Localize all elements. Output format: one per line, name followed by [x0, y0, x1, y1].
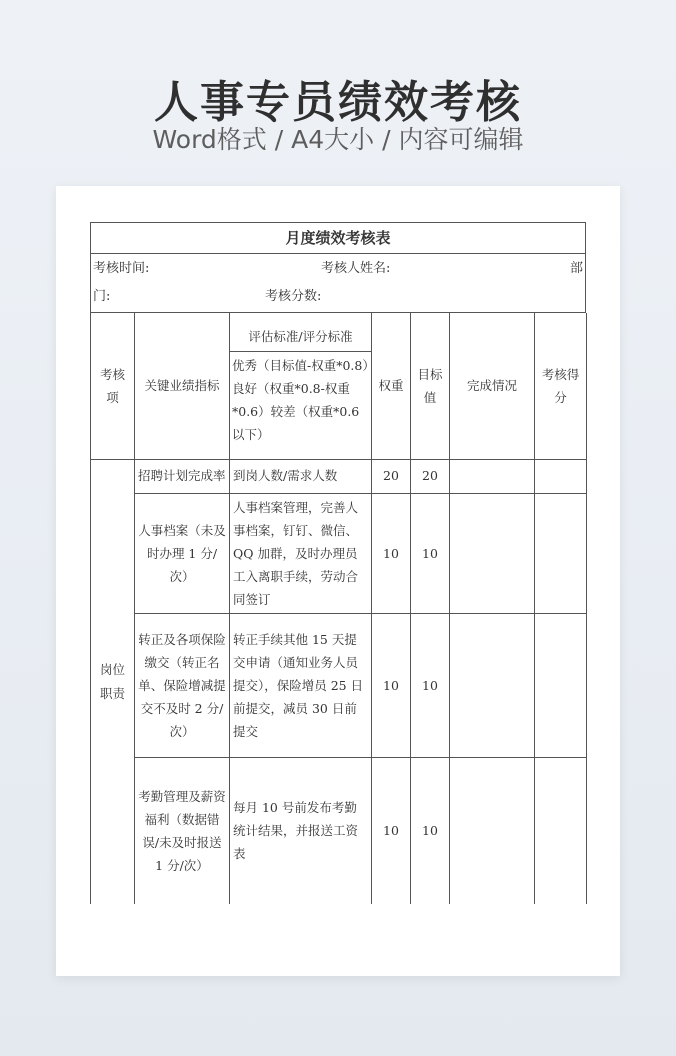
weight-cell: 10: [372, 614, 411, 758]
score-cell[interactable]: [535, 758, 587, 904]
score-cell[interactable]: [535, 459, 587, 493]
kpi-cell: 人事档案（未及时办理 1 分/次）: [135, 493, 230, 614]
table-header-row: [91, 313, 587, 459]
dept-label-part2: 门:: [93, 289, 111, 304]
col-header-weight: 权重: [372, 313, 411, 459]
col-header-score: 考核得分: [535, 313, 587, 459]
standard-body: 优秀（目标值-权重*0.8）良好（权重*0.8-权重*0.6）较差（权重*0.6 以下）: [232, 357, 369, 442]
weight-cell: 10: [372, 493, 411, 614]
kpi-cell: 考勤管理及薪资福利（数据错误/未及时报送 1 分/次）: [135, 758, 230, 904]
standard-cell: 每月 10 号前发布考勤统计结果，并报送工资表: [230, 758, 372, 904]
col-header-completion: 完成情况: [450, 313, 535, 459]
table-row: [91, 493, 587, 614]
col-header-item: 考核项: [91, 313, 135, 459]
table-row: [91, 758, 587, 904]
weight-cell: 10: [372, 758, 411, 904]
completion-cell[interactable]: [450, 459, 535, 493]
standard-head: 评估标准/评分标准: [230, 323, 371, 351]
table-row: [91, 459, 587, 493]
completion-cell[interactable]: [450, 614, 535, 758]
col-header-standard: [230, 313, 372, 459]
standard-cell: 到岗人数/需求人数: [230, 459, 372, 493]
completion-cell[interactable]: [450, 493, 535, 614]
target-cell: 20: [411, 459, 450, 493]
document-page: [56, 186, 620, 976]
completion-cell[interactable]: [450, 758, 535, 904]
standard-cell: 人事档案管理，完善人事档案，钉钉、微信、QQ 加群，及时办理员工入离职手续，劳动合同签订: [230, 493, 372, 614]
target-cell: 10: [411, 614, 450, 758]
kpi-table: [90, 313, 587, 904]
page-title: 人事专员绩效考核: [154, 77, 522, 128]
table-row: [91, 614, 587, 758]
col-header-kpi: 关键业绩指标: [135, 313, 230, 459]
section-label: 岗位职责: [91, 459, 135, 904]
weight-cell: 20: [372, 459, 411, 493]
form-title: 月度绩效考核表: [90, 222, 586, 254]
time-label: 考核时间:: [93, 261, 150, 276]
score-cell[interactable]: [535, 614, 587, 758]
target-cell: 10: [411, 493, 450, 614]
page-subtitle: Word格式 / A4大小 / 内容可编辑: [152, 125, 524, 154]
target-cell: 10: [411, 758, 450, 904]
score-cell[interactable]: [535, 493, 587, 614]
kpi-cell: 招聘计划完成率: [135, 459, 230, 493]
standard-cell: 转正手续其他 15 天提交申请（通知业务人员提交），保险增员 25 日前提交，减员 30 日前提交: [230, 614, 372, 758]
col-header-target: 目标值: [411, 313, 450, 459]
name-label: 考核人姓名:: [321, 261, 391, 276]
dept-label-part1: 部: [569, 261, 583, 276]
form-meta: [90, 254, 586, 313]
kpi-cell: 转正及各项保险缴交（转正名单、保险增减提交不及时 2 分/次）: [135, 614, 230, 758]
score-label: 考核分数:: [265, 289, 322, 304]
evaluation-form: [90, 222, 586, 904]
